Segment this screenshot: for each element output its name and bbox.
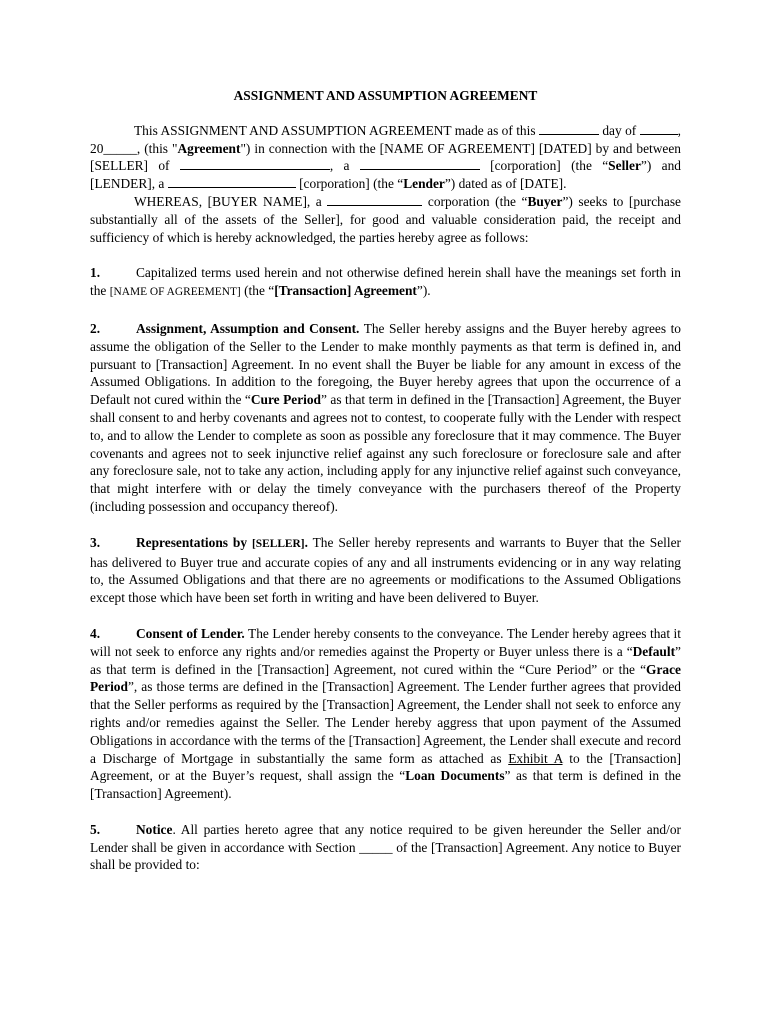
defined-term-cure-period: Cure Period [250,392,321,408]
defined-term-loan-documents: Loan Documents [405,768,505,784]
defined-term-lender: Lender [403,176,445,192]
whereas-text-1: WHEREAS, [BUYER NAME], a [134,193,322,209]
blank-line [640,122,678,135]
intro-paragraph [90,122,681,193]
defined-term-agreement: Agreement [177,140,241,156]
blank-line [327,193,422,206]
section-1-text-4: ”). [416,283,431,299]
section-2 [90,320,681,516]
blank-line [360,157,480,170]
defined-term-default: Default [632,643,676,659]
section-4-text-1: The Lender hereby consents to the conveyance. The Lender hereby agrees that it will not seek to enforce any rights and/or remedies against the Property or Buyer unless there is a “ [90,625,682,659]
whereas-paragraph [90,193,681,246]
intro-text-3: , 20_____, (this " [90,122,681,156]
section-3-number: 3. [90,534,101,550]
exhibit-a-reference: Exhibit A [508,750,563,766]
section-2-number: 2. [90,320,101,336]
intro-text-4: ") in connection with the [NAME OF AGREEMENT] [DATED] by and between [SELLER] of [90,140,681,174]
section-5-heading: Notice [136,821,173,837]
section-3: 3. Representations by [SELLER]. The Seller hereby represents and warrants to Buyer that the Seller has delivered to Buyer true and accurate copies of any and all instruments evidencing or in any way relating to, the Assumed Obligations and that there are no agreements or modifications to the Assumed Obligations except those which have been set forth in writing and have been delivered to Buyer. [90,534,681,606]
section-3-heading-seller: [SELLER] [252,537,305,550]
whereas-text-3: ”) seeks to [purchase substantially all of the assets of the Seller], for good and valuable consideration paid, the receipt and sufficiency of which is hereby acknowledged, the parties hereby agree as follows: [90,193,681,245]
section-5-number: 5. [90,821,101,837]
section-1-number: 1. [90,265,101,281]
section-4 [90,625,681,803]
defined-term-buyer: Buyer [527,193,563,209]
intro-text-7: ”) and [LENDER], a [90,158,681,192]
intro-text-2: day of [602,122,637,138]
document-title: ASSIGNMENT AND ASSUMPTION AGREEMENT [233,88,538,103]
intro-text-1: This ASSIGNMENT AND ASSUMPTION AGREEMENT made as of this [134,122,536,138]
section-1-text-3: (the “ [244,283,275,299]
intro-text-6: [corporation] (the “ [490,158,609,174]
defined-term-grace-period: Grace Period [90,661,681,695]
section-2-text-2: ” as that term in defined in the [Transaction] Agreement, the Buyer shall consent to and herby covenants and agrees not to contest, to cooperate fully with the Lender with respect to, and to allow the Lender to complete as soon as possible any foreclosure that it may commence. The Buyer covenants and agrees not to seek injunctive relief against any such foreclosure or foreclosure sale and after any foreclosure sale, not to take any action, including apply for any injunctive relief against such conveyance, that might interfere with or delay the timely conveyance with the purchasers thereof of the Property (including possession and occupancy thereof). [90,392,681,514]
blank-line [180,157,330,170]
section-3-heading: Representations by [136,534,248,550]
section-5 [90,821,681,874]
intro-text-5: , a [329,158,350,174]
section-4-text-5: ” as that term is defined in the [Transaction] Agreement). [90,768,681,802]
section-2-text-1: The Seller hereby assigns and the Buyer hereby agrees to assume the obligation of the Seller to the Lender to make monthly payments as that term is defined in, and pursuant to [Transaction] Agreement. In no event shall the Buyer be liable for any amount in excess of the Assumed Obligations. In addition to the foregoing, the Buyer hereby agrees that upon the occurrence of a Default not cured within the “ [90,320,681,408]
defined-term-seller: Seller [608,158,641,174]
section-1-text-2: [NAME OF AGREEMENT] [109,286,241,299]
section-1 [90,264,681,302]
section-4-text-2: ” as that term is defined in the [Transaction] Agreement, not cured within the “Cure Period” or the “ [90,643,681,677]
intro-text-8: [corporation] (the “ [299,176,404,192]
defined-term-transaction-agreement: [Transaction] Agreement [274,283,417,299]
blank-line [539,122,599,135]
whereas-text-2: corporation (the “ [427,193,528,209]
section-4-number: 4. [90,625,101,641]
section-3-text-1: The Seller hereby represents and warrants to Buyer that the Seller has delivered to Buyer true and accurate copies of any and all instruments evidencing or in any way relating to, the Assumed Obligations and that there are no agreements or modifications to the Assumed Obligations except those which have been set forth in writing and have been delivered to Buyer. [90,534,681,606]
section-5-text-1: . All parties hereto agree that any notice required to be given hereunder the Seller and/or Lender shall be given in accordance with Section _____ of the [Transaction] Agreement. Any notice to Buyer shall be provided to: [90,821,681,873]
section-4-text-4: to the [Transaction] Agreement, or at the Buyer’s request, shall assign the “ [90,750,681,784]
intro-text-9: ”) dated as of [DATE]. [444,176,567,192]
section-4-heading: Consent of Lender. [136,625,245,641]
section-4-text-3: ”, as those terms are defined in the [Transaction] Agreement. The Lender further agrees that provided that the Seller performs as required by the [Transaction] Agreement, the Lender shall not seek to enforce any rights and/or remedies against the Seller. The Lender hereby aggress that upon payment of the Assumed Obligations in accordance with the terms of the [Transaction] Agreement, the Lender shall execute and record a Discharge of Mortgage in substantially the same form as attached as [90,679,681,766]
section-2-heading: Assignment, Assumption and Consent. [136,320,360,336]
section-1-text-1: Capitalized terms used herein and not otherwise defined herein shall have the meanings set forth in the [90,265,681,299]
blank-line [168,175,296,188]
